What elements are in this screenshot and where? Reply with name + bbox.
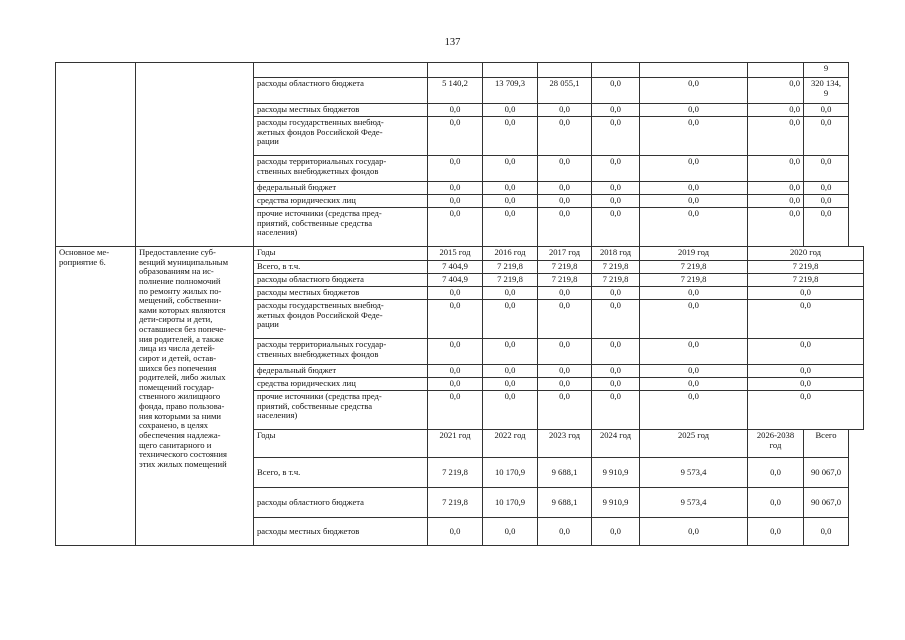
- value-cell: 0,0: [592, 208, 640, 247]
- value-cell: 0,0: [592, 391, 640, 430]
- value-cell: 7 219,8: [748, 261, 864, 274]
- value-cell: 0,0: [592, 365, 640, 378]
- value-cell: 7 219,8: [538, 261, 592, 274]
- value-cell: 0,0: [538, 182, 592, 195]
- table-row: [56, 63, 864, 78]
- years-label: Годы: [254, 430, 428, 458]
- value-cell: 0,0: [538, 365, 592, 378]
- total-cell: 9: [804, 63, 849, 78]
- value-cell: 0,0: [640, 78, 748, 104]
- budget-item-label: расходы территориальных государ- ственных внебюджетных фондов: [254, 156, 428, 182]
- value-cell: 7 404,9: [428, 274, 483, 287]
- value-cell: 0,0: [640, 156, 748, 182]
- value-cell: 0,0: [748, 78, 804, 104]
- value-cell: 7 219,8: [428, 458, 483, 488]
- year-header: 2025 год: [640, 430, 748, 458]
- value-cell: 0,0: [538, 287, 592, 300]
- value-cell: 0,0: [748, 378, 864, 391]
- value-cell: 90 067,0: [804, 488, 849, 518]
- value-cell: 7 219,8: [483, 261, 538, 274]
- value-cell: 0,0: [428, 117, 483, 156]
- value-cell: 0,0: [538, 378, 592, 391]
- value-cell: 0,0: [640, 518, 748, 546]
- value-cell: 7 219,8: [640, 274, 748, 287]
- value-cell: 0,0: [592, 378, 640, 391]
- year-header: 2015 год: [428, 247, 483, 261]
- value-cell: 0,0: [483, 195, 538, 208]
- year-header: 2019 год: [640, 247, 748, 261]
- budget-item-label: расходы областного бюджета: [254, 488, 428, 518]
- value-cell: 0,0: [640, 391, 748, 430]
- value-cell: 0,0: [428, 104, 483, 117]
- value-cell: 0,0: [804, 117, 849, 156]
- value-cell: 0,0: [592, 518, 640, 546]
- value-cell: 0,0: [428, 287, 483, 300]
- value-cell: 0,0: [592, 78, 640, 104]
- year-header: 2016 год: [483, 247, 538, 261]
- years-label: Годы: [254, 247, 428, 261]
- value-cell: 7 219,8: [483, 274, 538, 287]
- budget-item-label: расходы местных бюджетов: [254, 287, 428, 300]
- value-cell: 0,0: [748, 339, 864, 365]
- value-cell: 0,0: [804, 518, 849, 546]
- value-cell: 10 170,9: [483, 488, 538, 518]
- value-cell: 0,0: [640, 300, 748, 339]
- value-cell: 0,0: [538, 300, 592, 339]
- value-cell: 0,0: [538, 117, 592, 156]
- budget-item-label: расходы территориальных государ- ственных внебюджетных фондов: [254, 339, 428, 365]
- value-cell: [592, 63, 640, 78]
- value-cell: 0,0: [483, 156, 538, 182]
- value-cell: 0,0: [538, 208, 592, 247]
- value-cell: 10 170,9: [483, 458, 538, 488]
- value-cell: 0,0: [428, 300, 483, 339]
- value-cell: [483, 63, 538, 78]
- value-cell: 0,0: [428, 208, 483, 247]
- table-row: [56, 247, 864, 261]
- value-cell: 0,0: [428, 391, 483, 430]
- value-cell: 0,0: [748, 488, 804, 518]
- value-cell: 0,0: [483, 339, 538, 365]
- year-header: 2021 год: [428, 430, 483, 458]
- budget-item-label: средства юридических лиц: [254, 378, 428, 391]
- value-cell: 0,0: [640, 208, 748, 247]
- event-description-cell-prev: [136, 63, 254, 247]
- value-cell: 9 688,1: [538, 488, 592, 518]
- value-cell: 0,0: [592, 300, 640, 339]
- value-cell: 0,0: [640, 195, 748, 208]
- value-cell: 0,0: [592, 182, 640, 195]
- value-cell: 0,0: [538, 104, 592, 117]
- value-cell: 0,0: [804, 104, 849, 117]
- value-cell: 9 910,9: [592, 488, 640, 518]
- budget-table: [55, 62, 864, 546]
- value-cell: 0,0: [748, 365, 864, 378]
- value-cell: 0,0: [592, 287, 640, 300]
- value-cell: 0,0: [483, 104, 538, 117]
- value-cell: 0,0: [538, 339, 592, 365]
- value-cell: 0,0: [428, 518, 483, 546]
- event-name-cell-prev: [56, 63, 136, 247]
- value-cell: 0,0: [428, 365, 483, 378]
- value-cell: 7 219,8: [538, 274, 592, 287]
- value-cell: 0,0: [592, 339, 640, 365]
- value-cell: 9 910,9: [592, 458, 640, 488]
- value-cell: 13 709,3: [483, 78, 538, 104]
- value-cell: 0,0: [592, 104, 640, 117]
- year-header: Всего: [804, 430, 849, 458]
- value-cell: 7 219,8: [592, 274, 640, 287]
- value-cell: 0,0: [483, 300, 538, 339]
- value-cell: 0,0: [538, 195, 592, 208]
- value-cell: 9 573,4: [640, 488, 748, 518]
- value-cell: 0,0: [640, 182, 748, 195]
- value-cell: 0,0: [483, 365, 538, 378]
- year-header: 2026-2038 год: [748, 430, 804, 458]
- value-cell: [640, 63, 748, 78]
- value-cell: 7 219,8: [428, 488, 483, 518]
- value-cell: 0,0: [804, 156, 849, 182]
- budget-item-label: расходы местных бюджетов: [254, 104, 428, 117]
- value-cell: 0,0: [483, 391, 538, 430]
- budget-item-label: Всего, в т.ч.: [254, 261, 428, 274]
- value-cell: 0,0: [748, 208, 804, 247]
- value-cell: 9 688,1: [538, 458, 592, 488]
- budget-item-label: расходы государственных внебюд- жетных фондов Российской Феде- рации: [254, 300, 428, 339]
- value-cell: 0,0: [748, 182, 804, 195]
- budget-item-label: прочие источники (средства пред- приятий, собственные средства населения): [254, 391, 428, 430]
- value-cell: [428, 63, 483, 78]
- year-header: 2017 год: [538, 247, 592, 261]
- value-cell: 0,0: [428, 156, 483, 182]
- value-cell: 7 219,8: [592, 261, 640, 274]
- value-cell: 0,0: [483, 182, 538, 195]
- budget-item-label: Всего, в т.ч.: [254, 458, 428, 488]
- value-cell: 0,0: [428, 195, 483, 208]
- value-cell: 0,0: [748, 195, 804, 208]
- value-cell: 0,0: [640, 287, 748, 300]
- page-number: 137: [444, 37, 461, 48]
- value-cell: 0,0: [483, 378, 538, 391]
- value-cell: [748, 63, 804, 78]
- value-cell: 0,0: [748, 104, 804, 117]
- budget-item-label: расходы государственных внебюд- жетных фондов Российской Феде- рации: [254, 117, 428, 156]
- value-cell: [538, 63, 592, 78]
- value-cell: 0,0: [748, 156, 804, 182]
- budget-item-label: расходы областного бюджета: [254, 274, 428, 287]
- year-header: 2024 год: [592, 430, 640, 458]
- budget-item-label: федеральный бюджет: [254, 182, 428, 195]
- value-cell: 0,0: [640, 339, 748, 365]
- year-header: 2020 год: [748, 247, 864, 261]
- value-cell: 0,0: [538, 156, 592, 182]
- budget-item-label: федеральный бюджет: [254, 365, 428, 378]
- value-cell: 0,0: [538, 391, 592, 430]
- value-cell: 0,0: [483, 208, 538, 247]
- budget-item-label: расходы областного бюджета: [254, 78, 428, 104]
- year-header: 2018 год: [592, 247, 640, 261]
- budget-item-label: средства юридических лиц: [254, 195, 428, 208]
- value-cell: 0,0: [428, 182, 483, 195]
- value-cell: 0,0: [640, 104, 748, 117]
- value-cell: 7 219,8: [640, 261, 748, 274]
- label-cell: [254, 63, 428, 78]
- value-cell: 0,0: [483, 117, 538, 156]
- year-header: 2022 год: [483, 430, 538, 458]
- value-cell: 0,0: [428, 378, 483, 391]
- value-cell: 0,0: [592, 156, 640, 182]
- value-cell: 0,0: [748, 287, 864, 300]
- value-cell: 90 067,0: [804, 458, 849, 488]
- event-name: Основное ме- роприятие 6.: [56, 247, 136, 546]
- value-cell: 0,0: [592, 117, 640, 156]
- value-cell: 0,0: [640, 117, 748, 156]
- value-cell: 9 573,4: [640, 458, 748, 488]
- budget-item-label: расходы местных бюджетов: [254, 518, 428, 546]
- value-cell: 0,0: [592, 195, 640, 208]
- value-cell: 0,0: [804, 182, 849, 195]
- value-cell: 7 404,9: [428, 261, 483, 274]
- value-cell: 0,0: [748, 117, 804, 156]
- value-cell: 28 055,1: [538, 78, 592, 104]
- value-cell: 0,0: [804, 208, 849, 247]
- value-cell: 5 140,2: [428, 78, 483, 104]
- value-cell: 0,0: [804, 195, 849, 208]
- value-cell: 0,0: [748, 518, 804, 546]
- value-cell: 0,0: [640, 365, 748, 378]
- value-cell: 0,0: [640, 378, 748, 391]
- value-cell: 0,0: [748, 391, 864, 430]
- value-cell: 0,0: [483, 287, 538, 300]
- budget-item-label: прочие источники (средства пред- приятий, собственные средства населения): [254, 208, 428, 247]
- value-cell: 0,0: [483, 518, 538, 546]
- value-cell: 320 134, 9: [804, 78, 849, 104]
- value-cell: 0,0: [748, 300, 864, 339]
- value-cell: 7 219,8: [748, 274, 864, 287]
- event-description: Предоставление суб- венций муниципальным образованиям на ис- полнение полномочий по ремонту жилых по- мещений, собственни- ками которых являются дети-сироты и дети, оставшиеся без попече- ния родителей, а также лица из числа детей- сирот и детей, остав- шихся без попечения родителей, либо жилых помещений государ- ственного жилищного фонда, право пользова- ния которыми за ними сохранено, в целях обеспечения надлежа- щего санитарного и технического состояния этих жилых помещений: [136, 247, 254, 546]
- value-cell: 0,0: [748, 458, 804, 488]
- value-cell: 0,0: [428, 339, 483, 365]
- value-cell: 0,0: [538, 518, 592, 546]
- year-header: 2023 год: [538, 430, 592, 458]
